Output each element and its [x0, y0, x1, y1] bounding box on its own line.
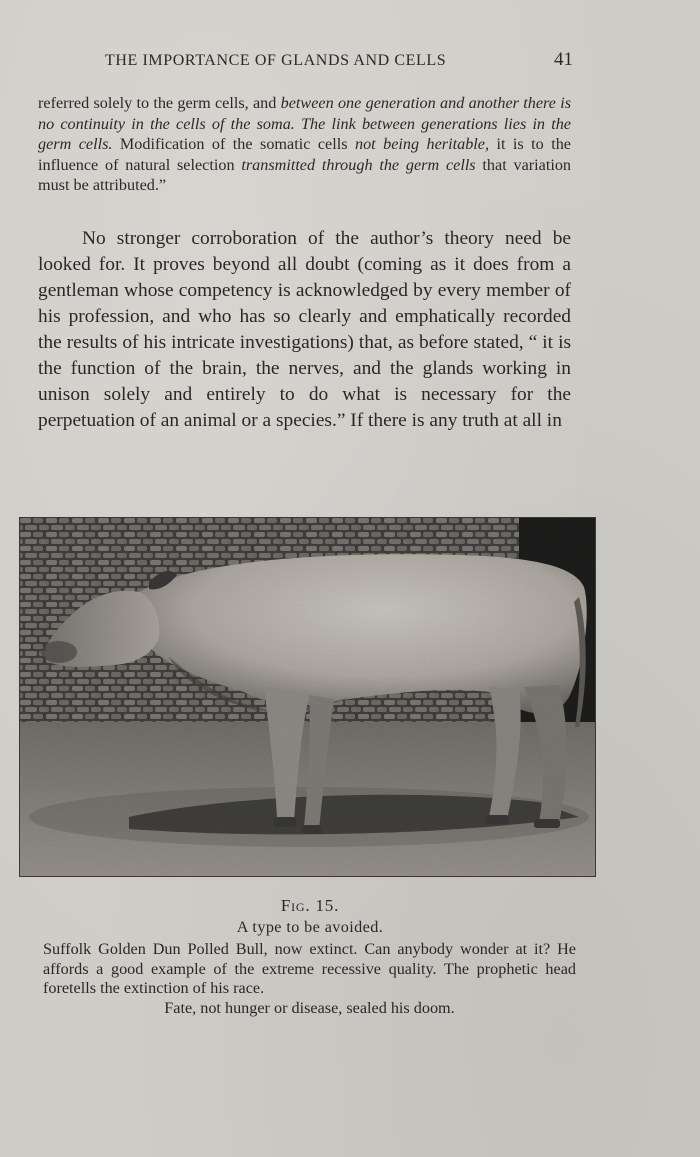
figure-description-text: Suffolk Golden Dun Polled Bull, now extinct. Can anybody wonder at it? He affords a good example of the extreme recessive quality. The prophetic head foretells the extinction of his race.	[43, 940, 576, 998]
running-head	[105, 49, 575, 70]
body-paragraph: No stronger corroboration of the author’s theory need be looked for. It proves beyond all doubt (coming as it does from a gentleman whose competency is acknowledged by every member of his profession, and who has so clearly and emphatically recorded the results of his intricate investigations) that, as before stated, “ it is the function of the brain, the nerves, and the glands working in unison solely and entirely to do what is necessary for the perpetuation of an animal or a species.” If there is any truth at all in	[38, 228, 571, 431]
quote-part: Modification of the somatic cells	[112, 135, 355, 154]
quote-paragraph	[38, 93, 571, 196]
quote-part: that variation must be attributed.”	[38, 155, 572, 195]
figure-subtitle: A type to be avoided.	[236, 918, 384, 936]
quoted-passage	[38, 93, 571, 196]
bull-photograph	[19, 517, 596, 877]
figure-description	[43, 940, 576, 1018]
figure-description-last-line: Fate, not hunger or disease, sealed his doom.	[164, 998, 455, 1017]
running-title: THE IMPORTANCE OF GLANDS AND CELLS	[105, 52, 447, 69]
quote-part: referred solely to the germ cells, and	[38, 94, 281, 112]
figure-plate	[19, 517, 596, 877]
quote-part-italic: between one generation and another there is no continuity in the cells of the soma. The link between generations lies in the germ cells.	[38, 94, 571, 154]
figure-number: Fig. 15.	[280, 896, 340, 915]
figure-label	[0, 896, 620, 916]
quote-part-italic: not being heritable,	[354, 135, 490, 154]
quote-part-italic: transmitted through the germ cells	[241, 155, 476, 174]
body-text	[38, 226, 571, 434]
quote-part: it is to the influence of natural selection	[38, 135, 571, 174]
page-number: 41	[554, 49, 573, 70]
